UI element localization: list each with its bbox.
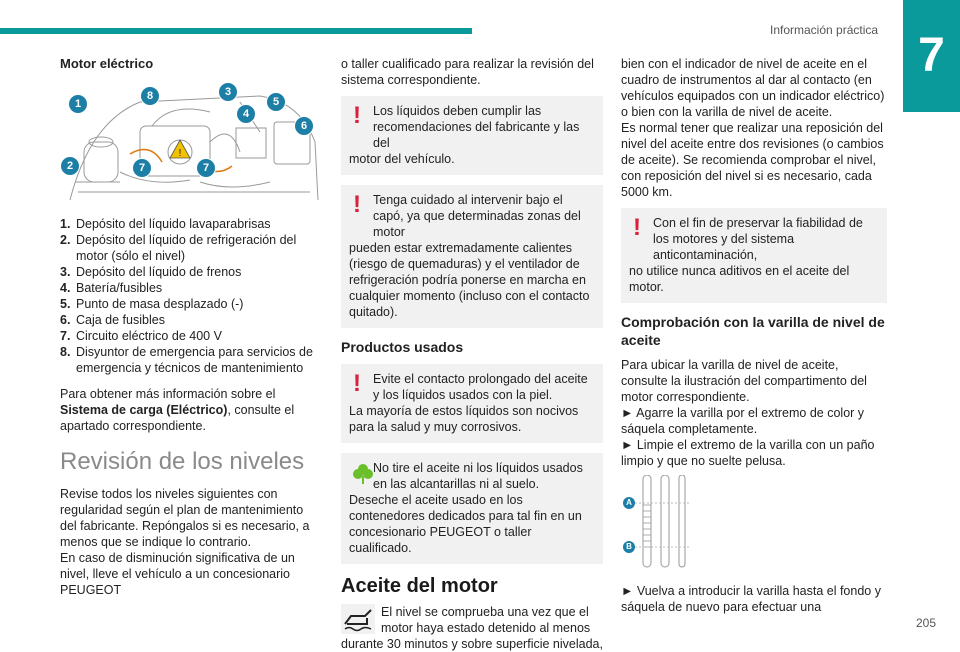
- recycle-tree-icon: [353, 463, 367, 489]
- dipstick-step-1: ► Agarre la varilla por el extremo de color y sáquela completamente.: [621, 406, 865, 436]
- dipstick-step-3: ► Vuelva a introducir la varilla hasta el fondo y sáquela de nuevo para efectuar una: [621, 584, 881, 614]
- chapter-tab: 7: [903, 0, 960, 112]
- section-title-levels: Revisión de los niveles: [60, 448, 305, 475]
- levels-paragraph: Revise todos los niveles siguientes con regularidad según el plan de mantenimiento del fabricante. Repóngalos si es necesario, a menos que se indique lo contrario.: [60, 487, 310, 549]
- warning-exclamation-icon: !: [353, 370, 361, 397]
- warning-box-fluids: ! Los líquidos deben cumplir las recomendaciones del fabricante y las del motor del vehículo.: [341, 96, 603, 175]
- engine-oil-heading: Aceite del motor: [341, 575, 498, 597]
- callout-5: 5: [266, 92, 286, 112]
- legend-item: 5. Punto de masa desplazado (-): [60, 297, 244, 311]
- page-number: 205: [916, 616, 937, 630]
- callout-6: 6: [294, 116, 314, 136]
- component-legend: [60, 216, 322, 376]
- products-heading: Productos usados: [341, 339, 464, 355]
- warning-box-hot-engine: ! Tenga cuidado al intervenir bajo el capó, ya que determinadas zonas del motor pueden estar extremadamente calientes (riesgo de quemaduras) y el ventilador de refrigeración podría ponerse en marcha en cualquier momento (incluso con el contacto quitado).: [341, 185, 603, 328]
- charging-info: Para obtener más información sobre el Sistema de carga (Eléctrico), consulte el apartado correspondiente.: [60, 387, 295, 433]
- column-3: [621, 56, 887, 623]
- running-header: Información práctica: [770, 23, 879, 37]
- warning-box-additives: ! Con el fin de preservar la fiabilidad de los motores y del sistema anticontaminación, no utilice nunca aditivos en el aceite del motor.: [621, 208, 887, 303]
- legend-item: 7. Circuito eléctrico de 400 V: [60, 329, 222, 343]
- dipstick-paragraph: Para ubicar la varilla de nivel de aceite, consulte la ilustración del compartimento del motor correspondiente.: [621, 358, 867, 404]
- dipstick-drawing: [621, 475, 711, 575]
- legend-item: 6. Caja de fusibles: [60, 313, 165, 327]
- continued-text: bien con el indicador de nivel de aceite en el cuadro de instrumentos al dar al contacto (en vehículos equipados con un indicador eléctrico) o bien con la varilla de nivel de aceite.: [621, 57, 885, 119]
- header-accent-bar: [0, 28, 472, 34]
- legend-item: 4. Batería/fusibles: [60, 281, 163, 295]
- levels-paragraph-2: En caso de disminución significativa de un nivel, lleve el vehículo a un concesionario PEUGEOT: [60, 551, 295, 597]
- refill-paragraph: Es normal tener que realizar una reposición del nivel del aceite entre dos revisiones (o cambios de aceite). Se recomienda comprobar el nivel, con reposición del nivel si es necesario, cada 5000 km.: [621, 121, 884, 199]
- callout-2: 2: [60, 156, 80, 176]
- legend-item: 3. Depósito del líquido de frenos: [60, 265, 242, 279]
- column-1: [60, 56, 322, 606]
- callout-7a: 7: [132, 158, 152, 178]
- column-2: [341, 56, 603, 652]
- oil-check-paragraph: El nivel se comprueba una vez que el motor haya estado detenido al menos durante 30 minutos y sobre superficie nivelada,: [341, 605, 603, 651]
- callout-7b: 7: [196, 158, 216, 178]
- dipstick-step-2: ► Limpie el extremo de la varilla con un paño limpio y que no suelte pelusa.: [621, 438, 875, 468]
- oil-can-icon: [341, 604, 375, 638]
- mark-a-label: A: [626, 498, 632, 507]
- legend-item: 1. Depósito del líquido lavaparabrisas: [60, 217, 271, 231]
- warning-exclamation-icon: !: [353, 102, 361, 129]
- callout-1: 1: [68, 94, 88, 114]
- charging-system-link: Sistema de carga (Eléctrico): [60, 403, 228, 417]
- warning-exclamation-icon: !: [633, 214, 641, 241]
- callout-8: 8: [140, 86, 160, 106]
- svg-text:!: !: [178, 148, 182, 159]
- legend-item: 2. Depósito del líquido de refrigeración del motor (sólo el nivel): [60, 233, 297, 263]
- dipstick-heading: Comprobación con la varilla de nivel de aceite: [621, 314, 885, 348]
- warning-exclamation-icon: !: [353, 191, 361, 218]
- engine-bay-illustration: [60, 82, 322, 206]
- callout-4: 4: [236, 104, 256, 124]
- legend-item: 8. Disyuntor de emergencia para servicios de emergencia y técnicos de mantenimiento: [60, 345, 313, 375]
- subtitle-electric-motor: Motor eléctrico: [60, 56, 154, 71]
- dipstick-illustration: [621, 475, 711, 575]
- environment-box: No tire el aceite ni los líquidos usados en las alcantarillas ni al suelo. Deseche el aceite usado en los contenedores dedicados para tal fin en un concesionario PEUGEOT o taller cualificado.: [341, 453, 603, 564]
- callout-3: 3: [218, 82, 238, 102]
- mark-b-label: B: [626, 542, 632, 551]
- warning-box-skin-contact: ! Evite el contacto prolongado del aceite y los líquidos usados con la piel. La mayoría de estos líquidos son nocivos para la salud y muy corrosivos.: [341, 364, 603, 443]
- continued-text: o taller cualificado para realizar la revisión del sistema correspondiente.: [341, 57, 594, 87]
